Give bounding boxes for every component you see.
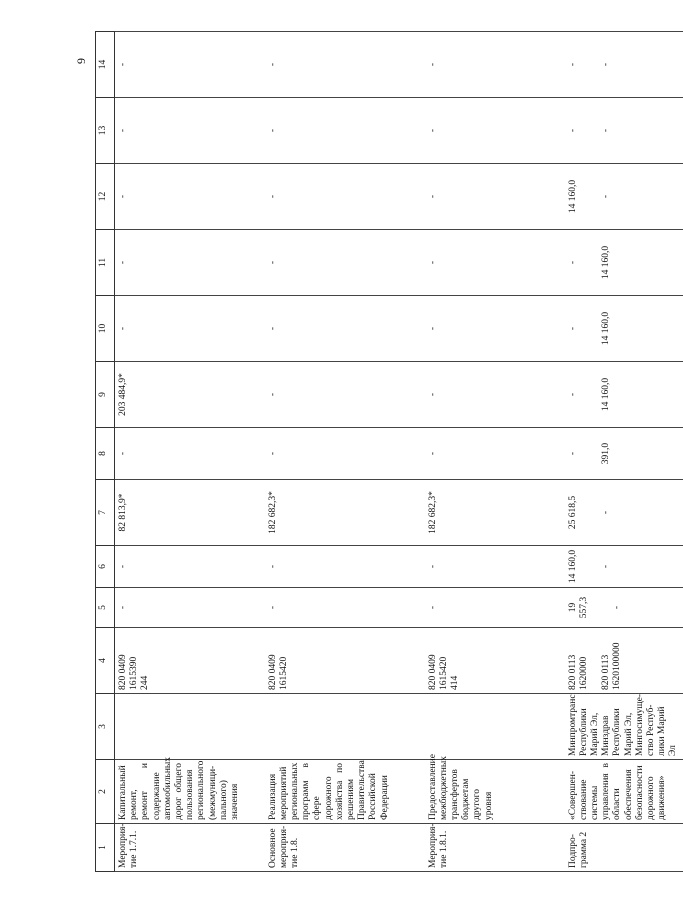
cell-col-5: -	[115, 588, 265, 628]
column-header-3: 3	[96, 694, 115, 760]
rotated-table-container	[95, 59, 679, 872]
cell-col-6: -	[265, 546, 425, 588]
cell-col-10: -	[425, 296, 565, 362]
budget-table	[95, 31, 683, 872]
cell-col-10: -	[115, 296, 265, 362]
cell-col-6: 14 160,0 -	[565, 546, 683, 588]
column-header-2: 2	[96, 760, 115, 824]
cell-col-6: -	[425, 546, 565, 588]
column-header-13: 13	[96, 98, 115, 164]
column-header-6: 6	[96, 546, 115, 588]
cell-col-14: - -	[565, 32, 683, 98]
table-row	[115, 32, 265, 872]
cell-col-3	[115, 694, 265, 760]
column-header-5: 5	[96, 588, 115, 628]
cell-col-9: 203 484,9*	[115, 362, 265, 428]
cell-col-6: -	[115, 546, 265, 588]
cell-col-3	[425, 694, 565, 760]
cell-col-8: - 391,0	[565, 428, 683, 480]
header-row	[96, 32, 115, 872]
cell-col-5: -	[425, 588, 565, 628]
page-number: 9	[74, 58, 88, 64]
cell-col-2: Капитальный ремонт, ремонт и содержание автомобильных дорог общего пользования регионального (межмуници-пального) значения	[115, 760, 265, 824]
column-header-9: 9	[96, 362, 115, 428]
cell-col-7: 182 682,3*	[425, 480, 565, 546]
cell-col-11: -	[115, 230, 265, 296]
cell-col-1: Мероприя-тие 1.7.1.	[115, 824, 265, 872]
column-header-1: 1	[96, 824, 115, 872]
table-body	[115, 32, 683, 872]
column-header-14: 14	[96, 32, 115, 98]
column-header-10: 10	[96, 296, 115, 362]
cell-col-10: -	[265, 296, 425, 362]
cell-col-2: Реализация мероприятий региональных программ в сфере дорожного хозяйства по решениям Правительства Российской Федерации	[265, 760, 425, 824]
cell-col-1: Мероприя-тие 1.8.1.	[425, 824, 565, 872]
cell-col-1: Основное мероприя-тие 1.8.	[265, 824, 425, 872]
cell-col-3: Минпромтранс Республики Марий Эл, Минздрав Республики Марий Эл, Мингосимуще-ство Респуб-лики Марий Эл	[565, 694, 683, 760]
table-row	[425, 32, 565, 872]
cell-col-14: -	[265, 32, 425, 98]
cell-col-2: Предоставление межбюджетных трансфертов бюджетам другого уровня	[425, 760, 565, 824]
column-header-7: 7	[96, 480, 115, 546]
table-row	[265, 32, 425, 872]
cell-col-4: 820 0409 1615390 244	[115, 628, 265, 694]
cell-col-8: -	[265, 428, 425, 480]
cell-col-1: Подпро-грамма 2	[565, 824, 683, 872]
cell-col-4: 820 0409 1615420 414	[425, 628, 565, 694]
cell-col-9: -	[265, 362, 425, 428]
cell-col-12: -	[115, 164, 265, 230]
cell-col-12: -	[425, 164, 565, 230]
cell-col-13: -	[425, 98, 565, 164]
cell-col-5: 19 557,3 -	[565, 588, 683, 628]
cell-col-13: -	[115, 98, 265, 164]
cell-col-4: 820 0409 1615420	[265, 628, 425, 694]
cell-col-7: 182 682,3*	[265, 480, 425, 546]
cell-col-12: 14 160,0 -	[565, 164, 683, 230]
cell-col-13: - -	[565, 98, 683, 164]
cell-col-4: 820 0113 1620000 820 0113 1620100000	[565, 628, 683, 694]
cell-col-2: «Совершен-ствование системы управления в области обеспечения безопасности дорожного движения»	[565, 760, 683, 824]
cell-col-10: - 14 160,0	[565, 296, 683, 362]
cell-col-7: 82 813,9*	[115, 480, 265, 546]
cell-col-3	[265, 694, 425, 760]
cell-col-8: -	[115, 428, 265, 480]
cell-col-7: 25 618,5 -	[565, 480, 683, 546]
column-header-8: 8	[96, 428, 115, 480]
cell-col-9: -	[425, 362, 565, 428]
column-header-12: 12	[96, 164, 115, 230]
cell-col-8: -	[425, 428, 565, 480]
cell-col-13: -	[265, 98, 425, 164]
cell-col-11: -	[265, 230, 425, 296]
column-header-11: 11	[96, 230, 115, 296]
column-header-4: 4	[96, 628, 115, 694]
cell-col-5: -	[265, 588, 425, 628]
table-row	[565, 32, 683, 872]
cell-col-12: -	[265, 164, 425, 230]
cell-col-11: -	[425, 230, 565, 296]
cell-col-14: -	[425, 32, 565, 98]
cell-col-11: - 14 160,0	[565, 230, 683, 296]
cell-col-9: - 14 160,0	[565, 362, 683, 428]
cell-col-14: -	[115, 32, 265, 98]
